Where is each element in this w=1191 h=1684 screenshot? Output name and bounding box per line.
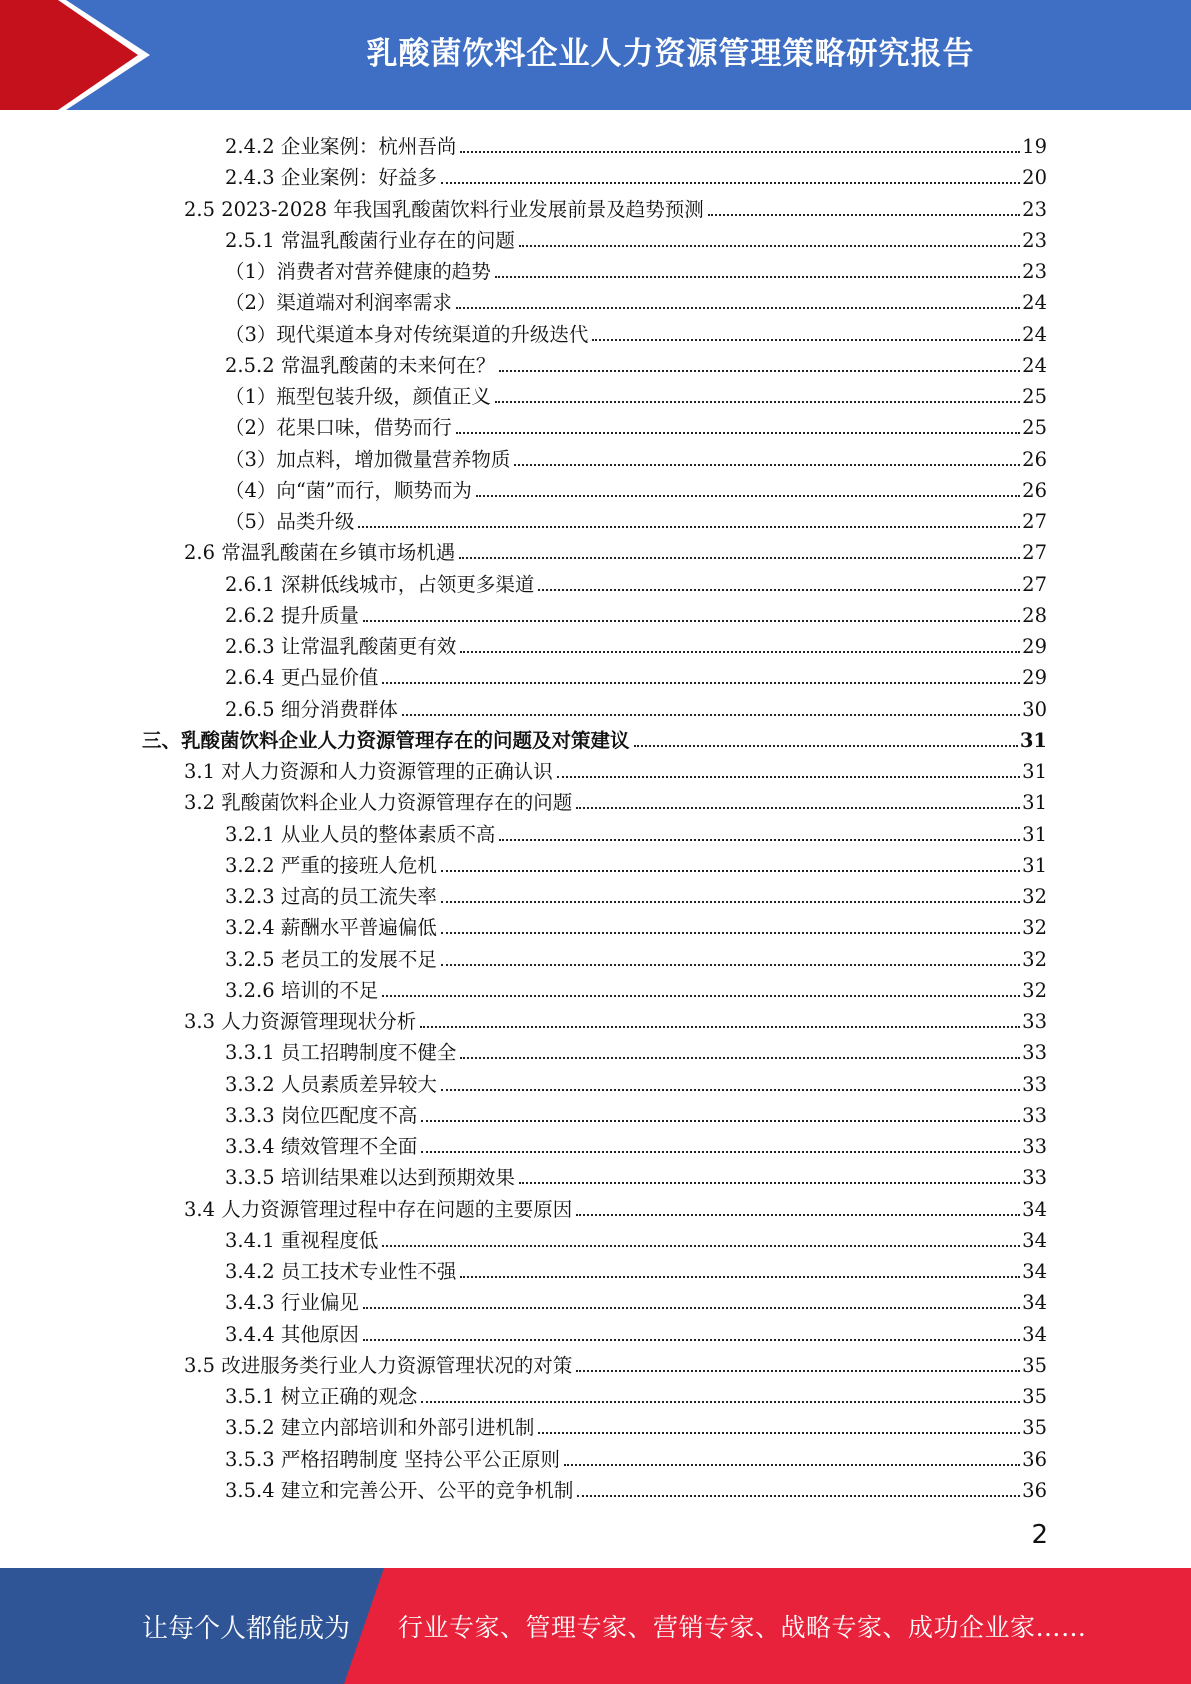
toc-entry-page: 34 [1022,1322,1047,1346]
toc-entry[interactable] [184,1003,1047,1034]
header-arrow-decoration [0,0,160,110]
toc-entry-title: 3.4 人力资源管理过程中存在问题的主要原因 [184,1197,573,1221]
toc-entry-title: 3.5.4 建立和完善公开、公平的竞争机制 [225,1478,574,1502]
toc-entry[interactable] [225,1378,1047,1409]
toc-entry[interactable] [225,503,1047,534]
toc-entry-title: 三、乳酸菌饮料企业人力资源管理存在的问题及对策建议 [142,728,630,752]
toc-leader-dots [708,214,1020,216]
page-number: 2 [1031,1520,1048,1550]
toc-entry-title: （1）瓶型包装升级，颜值正义 [225,385,491,408]
toc-entry-title: 3.2.3 过高的员工流失率 [225,885,437,908]
toc-entry[interactable] [225,441,1047,472]
toc-leader-dots [460,1276,1020,1278]
toc-entry[interactable] [225,1253,1047,1284]
toc-entry[interactable] [225,1159,1047,1190]
toc-leader-dots [420,1026,1020,1028]
toc-leader-dots [495,401,1020,403]
toc-entry[interactable] [225,1441,1047,1472]
toc-entry-page: 34 [1022,1291,1047,1315]
toc-entry-title: （2）花果口味，借势而行 [225,416,452,440]
toc-leader-dots [363,1307,1020,1309]
toc-entry-page: 19 [1022,135,1047,158]
toc-leader-dots [577,1495,1020,1497]
toc-entry-title: 3.5 改进服务类行业人力资源管理状况的对策 [184,1353,573,1377]
toc-entry-page: 35 [1022,1353,1047,1377]
toc-leader-dots [460,1057,1020,1059]
toc-entry[interactable] [225,1472,1047,1503]
toc-entry[interactable] [225,628,1047,659]
toc-entry-page: 20 [1022,166,1047,190]
toc-entry-title: （2）渠道端对利润率需求 [225,291,452,315]
toc-leader-dots [456,432,1020,434]
toc-entry-title: 3.2.6 培训的不足 [225,978,379,1002]
toc-entry-page: 32 [1022,947,1047,971]
toc-leader-dots [358,526,1020,528]
toc-entry-page: 23 [1022,228,1047,252]
toc-entry[interactable] [225,878,1047,909]
toc-entry[interactable] [225,1097,1047,1128]
toc-entry[interactable] [225,128,1047,159]
toc-entry-title: 3.2.4 薪酬水平普遍偏低 [225,916,437,940]
toc-entry-title: 3.4.3 行业偏见 [225,1291,359,1315]
toc-entry-title: 3.3.1 员工招聘制度不健全 [225,1041,457,1065]
toc-entry-page: 32 [1022,885,1047,908]
toc-entry[interactable] [184,1191,1047,1222]
toc-leader-dots [421,1151,1020,1153]
toc-entry-page: 33 [1022,1103,1047,1127]
toc-entry-page: 36 [1022,1447,1047,1471]
toc-entry-title: 3.2.1 从业人员的整体素质不高 [225,822,496,846]
toc-entry[interactable] [184,784,1047,815]
toc-entry-title: 3.2.5 老员工的发展不足 [225,947,437,971]
toc-leader-dots [441,1089,1020,1091]
toc-entry-page: 33 [1022,1041,1047,1065]
toc-entry[interactable] [225,284,1047,315]
toc-entry[interactable] [225,347,1047,378]
toc-entry-page: 24 [1022,322,1047,346]
toc-entry-title: 3.4.4 其他原因 [225,1322,359,1346]
toc-entry-title: 3.1 对人力资源和人力资源管理的正确认识 [184,760,553,783]
toc-entry-page: 31 [1022,791,1047,815]
toc-leader-dots [382,682,1020,684]
toc-entry[interactable] [225,1128,1047,1159]
toc-entry[interactable] [225,972,1047,1003]
toc-entry-page: 33 [1022,1072,1047,1096]
toc-entry[interactable] [225,316,1047,347]
toc-entry[interactable] [225,566,1047,597]
toc-leader-dots [402,714,1020,716]
page-footer [0,1568,1191,1684]
toc-entry-title: （1）消费者对营养健康的趋势 [225,260,491,283]
toc-entry[interactable] [225,1316,1047,1347]
toc-leader-dots [519,1182,1020,1184]
toc-leader-dots [564,1464,1020,1466]
toc-entry-title: 2.6.1 深耕低线城市，占领更多渠道 [225,572,535,596]
toc-entry-title: 2.6 常温乳酸菌在乡镇市场机遇 [184,541,456,565]
toc-entry-title: （4）向“菌”而行，顺势而为 [225,478,472,502]
toc-leader-dots [576,1214,1020,1216]
toc-leader-dots [460,151,1020,153]
report-title: 乳酸菌饮料企业人力资源管理策略研究报告 [366,35,975,72]
toc-entry[interactable] [225,159,1047,190]
toc-entry-title: 2.5.1 常温乳酸菌行业存在的问题 [225,228,515,252]
toc-leader-dots [421,1120,1020,1122]
toc-entry-title: 3.2.2 严重的接班人危机 [225,853,437,877]
toc-entry-title: 3.2 乳酸菌饮料企业人力资源管理存在的问题 [184,791,573,815]
toc-entry-page: 25 [1022,385,1047,408]
toc-entry-page: 27 [1022,541,1047,565]
toc-entry-page: 29 [1022,666,1047,690]
toc-entry[interactable] [225,847,1047,878]
toc-entry[interactable] [225,1034,1047,1065]
toc-entry-page: 35 [1022,1385,1047,1408]
toc-entry[interactable] [225,222,1047,253]
toc-leader-dots [499,839,1020,841]
toc-entry-title: 3.3.2 人员素质差异较大 [225,1072,437,1096]
toc-entry-title: 2.6.4 更凸显价值 [225,666,379,690]
toc-leader-dots [499,370,1020,372]
toc-entry-page: 25 [1022,416,1047,440]
toc-entry[interactable] [225,816,1047,847]
toc-entry-title: （3）现代渠道本身对传统渠道的升级迭代 [225,322,589,346]
toc-entry-page: 34 [1022,1197,1047,1221]
toc-entry-page: 26 [1022,478,1047,502]
toc-entry-page: 29 [1022,635,1047,658]
toc-entry-title: 2.5.2 常温乳酸菌的未来何在？ [225,353,496,377]
toc-entry-page: 35 [1022,1416,1047,1440]
toc-entry[interactable] [225,1066,1047,1097]
toc-leader-dots [476,495,1020,497]
footer-slogan-right: 行业专家、管理专家、营销专家、战略专家、成功企业家…… [398,1613,1087,1642]
toc-entry-title: 3.5.1 树立正确的观念 [225,1385,418,1408]
toc-entry-page: 23 [1022,260,1047,283]
toc-entry-title: 3.4.1 重视程度低 [225,1228,379,1252]
toc-entry-page: 23 [1022,197,1047,221]
toc-entry-page: 28 [1022,603,1047,627]
toc-entry-title: （5）品类升级 [225,510,355,533]
toc-entry-title: 3.4.2 员工技术专业性不强 [225,1260,457,1283]
toc-leader-dots [441,182,1020,184]
toc-entry[interactable] [225,253,1047,284]
toc-leader-dots [441,870,1020,872]
toc-leader-dots [519,245,1020,247]
toc-entry-page: 34 [1022,1228,1047,1252]
toc-leader-dots [421,1401,1020,1403]
toc-entry[interactable] [184,1347,1047,1378]
toc-entry-title: 3.3 人力资源管理现状分析 [184,1010,417,1033]
toc-entry[interactable] [225,472,1047,503]
toc-entry-page: 33 [1022,1010,1047,1033]
toc-entry-page: 30 [1022,697,1047,721]
toc-entry-title: 2.5 2023-2028 年我国乳酸菌饮料行业发展前景及趋势预测 [184,197,704,221]
toc-entry-page: 26 [1022,447,1047,471]
toc-entry-page: 27 [1022,510,1047,533]
toc-entry-page: 33 [1022,1166,1047,1190]
toc-leader-dots [538,1432,1020,1434]
toc-leader-dots [441,964,1020,966]
toc-entry[interactable] [184,534,1047,565]
toc-leader-dots [592,339,1020,341]
toc-entry[interactable] [225,909,1047,940]
toc-entry[interactable] [184,191,1047,222]
toc-leader-dots [538,589,1020,591]
toc-entry-page: 33 [1022,1135,1047,1158]
toc-entry[interactable] [184,753,1047,784]
toc-entry[interactable] [225,1222,1047,1253]
toc-entry[interactable] [225,409,1047,440]
toc-entry-title: 2.6.2 提升质量 [225,603,359,627]
toc-leader-dots [460,651,1020,653]
toc-leader-dots [514,464,1020,466]
toc-entry-title: 2.6.5 细分消费群体 [225,697,398,721]
toc-leader-dots [495,276,1020,278]
toc-entry-title: 3.3.3 岗位匹配度不高 [225,1103,418,1127]
toc-leader-dots [441,901,1020,903]
toc-leader-dots [363,1339,1020,1341]
toc-entry-page: 31 [1022,853,1047,877]
toc-leader-dots [441,932,1020,934]
toc-leader-dots [363,620,1020,622]
toc-entry-title: 3.3.5 培训结果难以达到预期效果 [225,1166,515,1190]
toc-entry-title: 2.6.3 让常温乳酸菌更有效 [225,635,457,658]
toc-entry-page: 36 [1022,1478,1047,1502]
toc-leader-dots [576,1370,1020,1372]
toc-entry-title: 3.3.4 绩效管理不全面 [225,1135,418,1158]
toc-entry-title: （3）加点料，增加微量营养物质 [225,447,511,471]
toc-leader-dots [382,995,1020,997]
toc-entry[interactable] [225,659,1047,690]
toc-entry-page: 31 [1019,728,1047,752]
toc-entry[interactable] [225,597,1047,628]
toc-entry-page: 32 [1022,978,1047,1002]
toc-leader-dots [634,745,1018,747]
toc-leader-dots [576,807,1020,809]
toc-entry[interactable] [225,378,1047,409]
toc-entry-page: 31 [1022,822,1047,846]
toc-entry-title: 2.4.2 企业案例：杭州吾尚 [225,135,457,158]
footer-slogan-left: 让每个人都能成为 [142,1613,351,1644]
toc-entry-page: 24 [1022,353,1047,377]
toc-leader-dots [557,776,1020,778]
toc-leader-dots [456,307,1020,309]
toc-entry-page: 27 [1022,572,1047,596]
toc-entry[interactable] [225,1284,1047,1315]
toc-entry-page: 31 [1022,760,1047,783]
toc-entry-page: 24 [1022,291,1047,315]
toc-entry-title: 3.5.3 严格招聘制度 坚持公平公正原则 [225,1447,561,1471]
toc-entry[interactable] [225,691,1047,722]
page-header [0,0,1191,110]
toc-entry[interactable] [225,1409,1047,1440]
toc-entry-title: 2.4.3 企业案例：好益多 [225,166,437,190]
toc-leader-dots [459,557,1020,559]
toc-entry-page: 34 [1022,1260,1047,1283]
toc-entry[interactable] [225,941,1047,972]
toc-entry-page: 32 [1022,916,1047,940]
toc-entry-title: 3.5.2 建立内部培训和外部引进机制 [225,1416,535,1440]
toc-entry[interactable] [142,722,1047,753]
toc-leader-dots [382,1245,1020,1247]
